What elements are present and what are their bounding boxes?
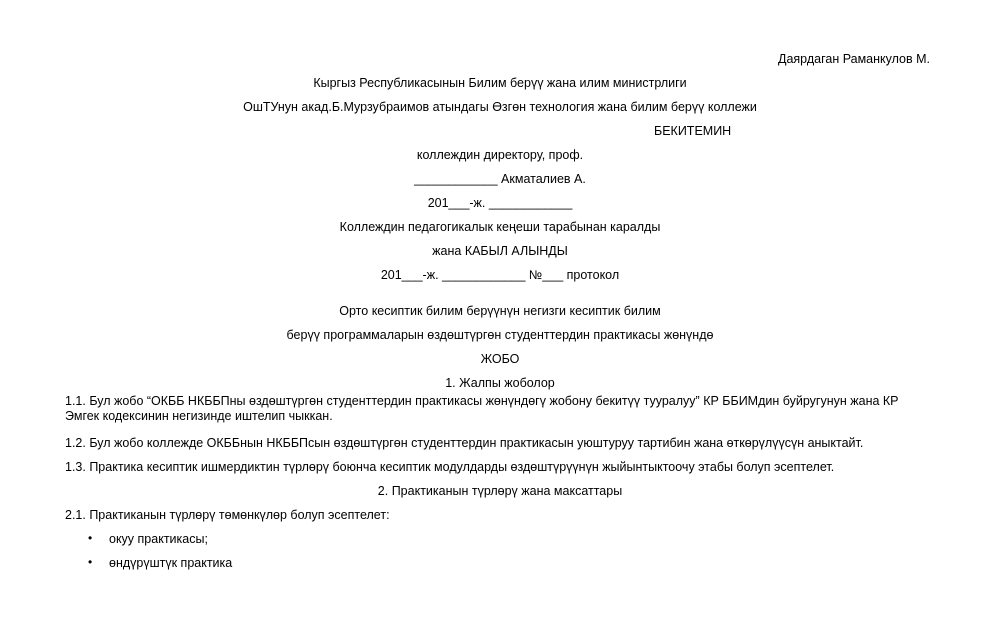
document-title-line1: Орто кесиптик билим берүүнүн негизги кесиптик билим — [339, 304, 661, 318]
college-name: ОшТУнун акад.Б.Мурзубраимов атындагы Өзгөн технология жана билим берүү коллежи — [243, 100, 757, 114]
council-protocol: 201___-ж. ____________ №___ протокол — [380, 268, 620, 282]
list-item: окуу практикасы; — [109, 532, 208, 546]
council-considered: Коллеждин педагогикалык кеңеши тарабынан каралды — [339, 220, 661, 234]
list-item: өндүрүштүк практика — [109, 556, 233, 570]
approval-date: 201___-ж. ____________ — [427, 196, 573, 210]
bullet-dot-icon: • — [88, 555, 93, 569]
approve-heading: БЕКИТЕМИН — [654, 124, 732, 138]
prepared-by: Даярдаган Раманкулов М. — [778, 52, 931, 66]
paragraph-1-1: 1.1. Бул жобо “ОКББ НКББПны өздөштүргөн студенттердин практикасы жөнүндөгү жобону бекитүү тууралуу” КР ББИМдин буйругунун жана КР Эмгек кодексинин негизинде иштелип чыккан. — [65, 394, 899, 423]
section2-heading: 2. Практиканын түрлөрү жана максаттары — [377, 484, 623, 498]
document-title-line2: берүү программаларын өздөштүргөн студенттердин практикасы жөнүндө — [286, 328, 714, 342]
paragraph-1-2: 1.2. Бул жобо коллежде ОКББнын НКББПсын өздөштүргөн студенттердин практикасын уюштуруу тартибин жана өткөрүлүүсүн аныктайт. — [65, 436, 864, 450]
bullet-dot-icon: • — [88, 531, 93, 545]
council-accepted: жана КАБЫЛ АЛЫНДЫ — [432, 244, 568, 258]
director-signature: ____________ Акматалиев А. — [414, 172, 586, 186]
ministry-name: Кыргыз Республикасынын Билим берүү жана илим министрлиги — [313, 76, 687, 90]
paragraph-1-3: 1.3. Практика кесиптик ишмердиктин түрлөрү боюнча кесиптик модулдарды өздөштүрүүнүн жыйынтыктоочу этабы болуп эсептелет. — [65, 460, 835, 474]
section1-heading: 1. Жалпы жоболор — [445, 376, 555, 390]
director-title: коллеждин директору, проф. — [416, 148, 584, 162]
document-title-line3: ЖОБО — [480, 352, 520, 366]
paragraph-2-1: 2.1. Практиканын түрлөрү төмөнкүлөр болуп эсептелет: — [65, 508, 390, 522]
